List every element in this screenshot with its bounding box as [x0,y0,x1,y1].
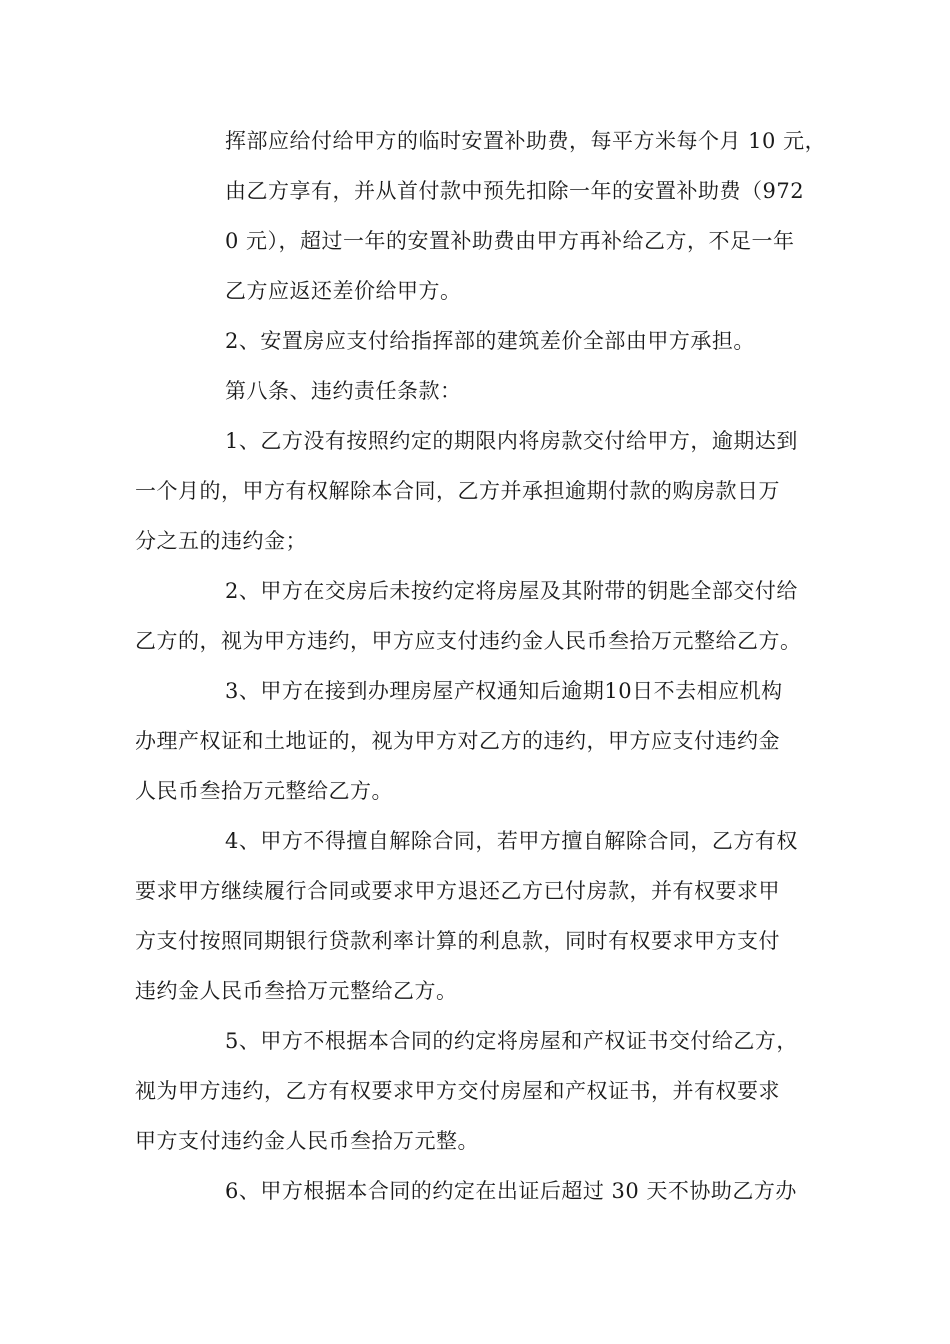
text-line: 方支付按照同期银行贷款利率计算的利息款，同时有权要求甲方支付 [135,929,780,953]
text-line: 一个月的，甲方有权解除本合同，乙方并承担逾期付款的购房款日万 [135,479,780,503]
text-line: 4、甲方不得擅自解除合同，若甲方擅自解除合同，乙方有权 [225,829,798,853]
text-line: 6、甲方根据本合同的约定在出证后超过 30 天不协助乙方办 [225,1179,797,1203]
text-line: 视为甲方违约，乙方有权要求甲方交付房屋和产权证书，并有权要求 [135,1079,780,1103]
text-line: 2、安置房应支付给指挥部的建筑差价全部由甲方承担。 [225,329,755,353]
text-line: 5、甲方不根据本合同的约定将房屋和产权证书交付给乙方， [225,1029,798,1053]
text-line: 2、甲方在交房后未按约定将房屋及其附带的钥匙全部交付给 [225,579,798,603]
text-line: 1、乙方没有按照约定的期限内将房款交付给甲方，逾期达到 [225,429,798,453]
text-line: 违约金人民币叁拾万元整给乙方。 [135,979,458,1003]
text-line: 由乙方享有，并从首付款中预先扣除一年的安置补助费（972 [225,179,805,203]
section-heading: 第八条、违约责任条款： [225,379,462,403]
text-line: 乙方的，视为甲方违约，甲方应支付违约金人民币叁拾万元整给乙方。 [135,629,802,653]
text-line: 要求甲方继续履行合同或要求甲方退还乙方已付房款，并有权要求甲 [135,879,780,903]
text-line: 人民币叁拾万元整给乙方。 [135,779,393,803]
text-line: 分之五的违约金； [135,529,307,553]
text-line: 乙方应返还差价给甲方。 [225,279,462,303]
text-line: 办理产权证和土地证的，视为甲方对乙方的违约，甲方应支付违约金 [135,729,780,753]
text-line: 0 元），超过一年的安置补助费由甲方再补给乙方，不足一年 [225,229,795,253]
text-line: 挥部应给付给甲方的临时安置补助费，每平方米每个月 10 元， [225,129,827,153]
text-line: 3、甲方在接到办理房屋产权通知后逾期10日不去相应机构 [225,679,783,703]
text-line: 甲方支付违约金人民币叁拾万元整。 [135,1129,479,1153]
